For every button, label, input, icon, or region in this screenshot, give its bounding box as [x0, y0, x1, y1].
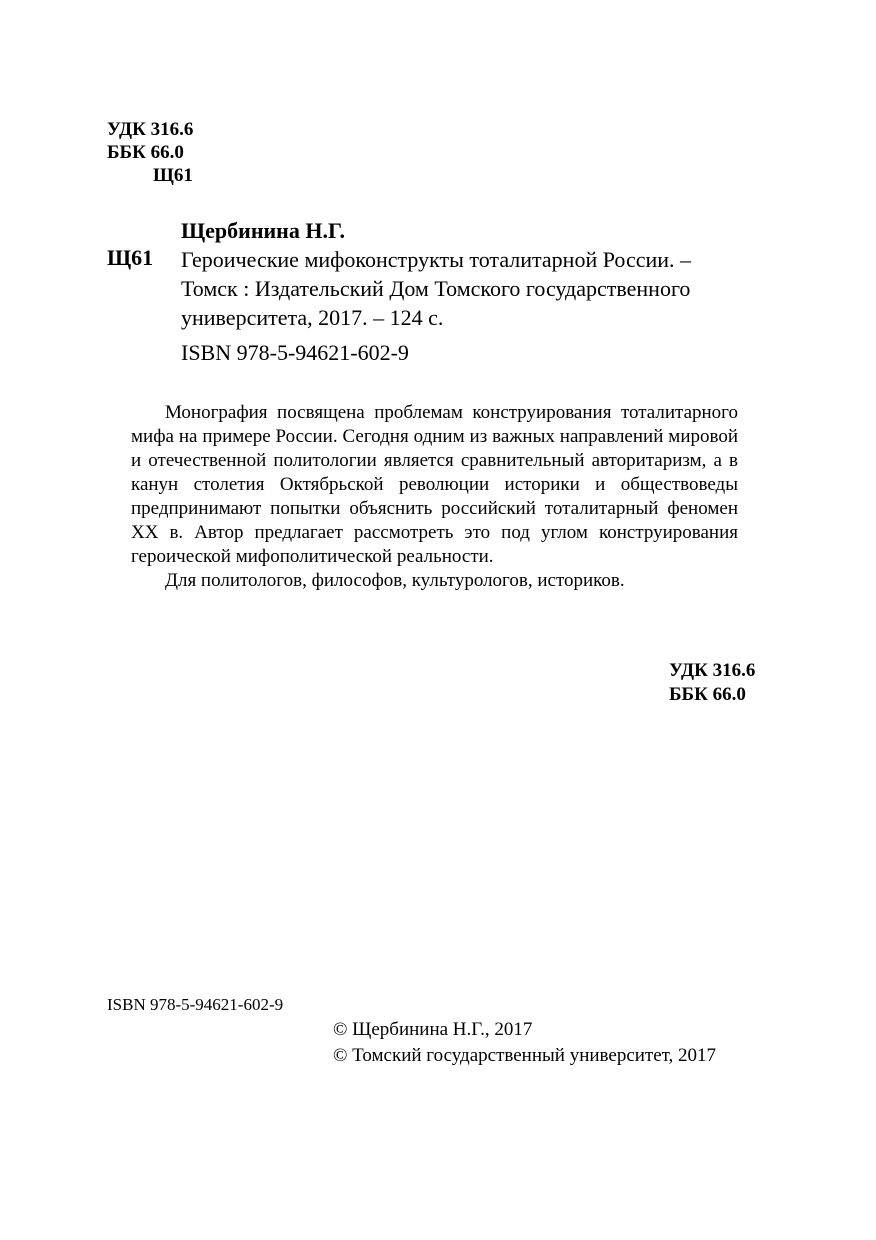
annotation — [131, 401, 738, 593]
udk-code: УДК 316.6 — [107, 119, 194, 140]
top-classification-codes — [107, 118, 193, 187]
copyright-block — [333, 1017, 716, 1069]
annotation-body: Монография посвящена проблемам конструирования тоталитарного мифа на примере России. Сегодня одним из важных направлений мировой и отечественной политологии является сравнительный авторитаризм, а в канун столетия Октябрьской революции историки и обществоведы предпринимают попытки объяснить российский тоталитарный феномен XX в. Автор предлагает рассмотреть это под углом конструирования героической мифополитической реальности. — [131, 402, 738, 567]
author-name: Щербинина Н.Г. — [181, 218, 345, 243]
bbk-code-bottom: ББК 66.0 — [669, 684, 746, 705]
copyright-author: © Щербинина Н.Г., 2017 — [333, 1019, 533, 1040]
isbn-number: ISBN 978-5-94621-602-9 — [181, 340, 409, 365]
bibliographic-record — [181, 245, 691, 332]
author-mark: Щ61 — [153, 165, 193, 186]
bibliographic-line: Томск : Издательский Дом Томского государственного — [181, 276, 691, 301]
bbk-code: ББК 66.0 — [107, 142, 184, 163]
bibliographic-line: университета, 2017. – 124 с. — [181, 305, 444, 330]
udk-code-bottom: УДК 316.6 — [669, 660, 756, 681]
copyright-university: © Томский государственный университет, 2017 — [333, 1045, 717, 1066]
annotation-audience: Для политологов, философов, культурологов, историков. — [165, 570, 625, 591]
isbn-footer: ISBN 978-5-94621-602-9 — [107, 995, 284, 1014]
bibliographic-line: Героические мифоконструкты тоталитарной России. – — [181, 247, 692, 272]
catalog-author-mark: Щ61 — [107, 245, 154, 270]
bottom-classification-codes — [669, 659, 755, 707]
